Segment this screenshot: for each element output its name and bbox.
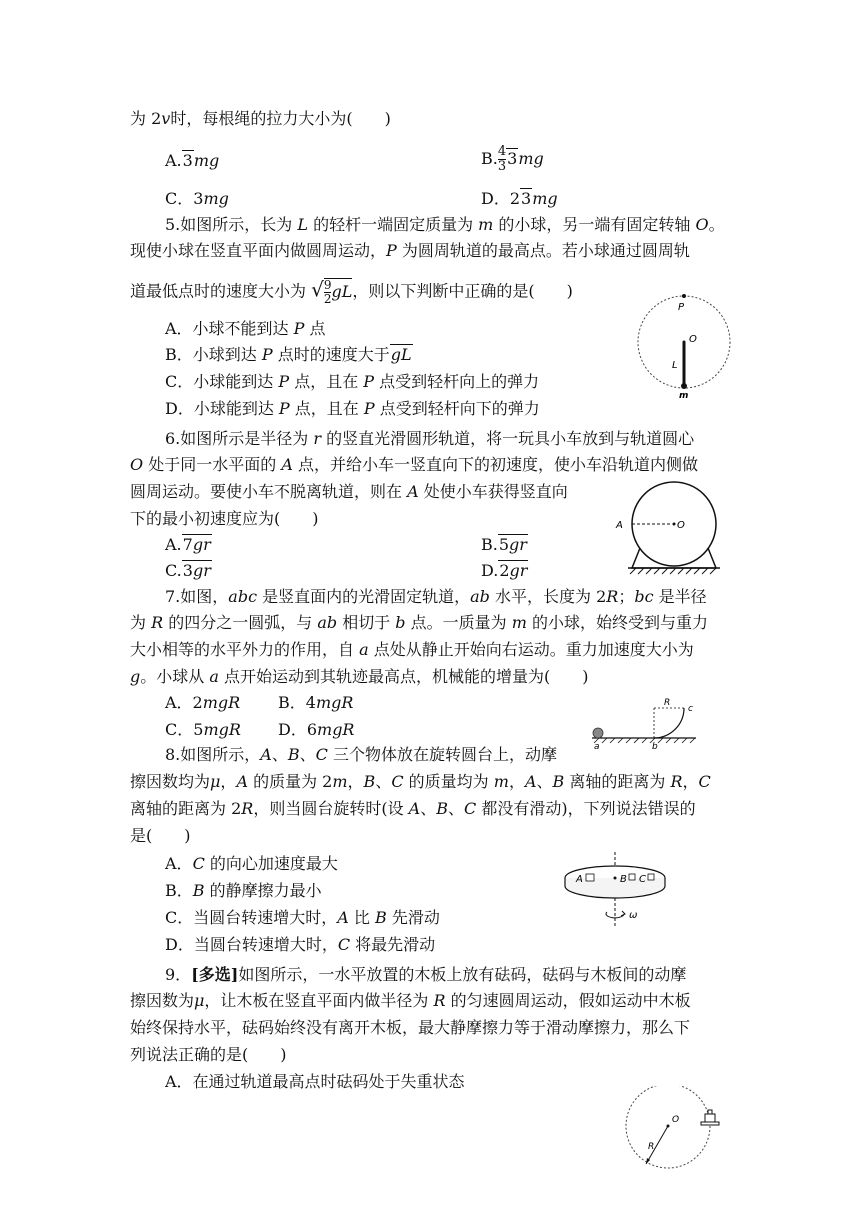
q6-line1: 6.如图所示是半径为 r 的竖直光滑圆形轨道，将一玩具小车放到与轨道圆心	[165, 429, 695, 448]
q8-option-b: B．B 的静摩擦力最小	[165, 881, 322, 900]
q4-option-a: A.3mg	[165, 151, 220, 170]
q5-figure	[634, 290, 734, 400]
q6-fig-label-a: A	[616, 520, 623, 531]
q7-fig-label-r: R	[664, 698, 671, 708]
q7-line2: 为 R 的四分之一圆弧，与 ab 相切于 b 点。一质量为 m 的小球，始终受到与重力	[130, 613, 708, 632]
q4-tail: 为 2v时，每根绳的拉力大小为( )	[130, 109, 391, 128]
q5-option-a: A．小球不能到达 P 点	[165, 319, 326, 338]
q5-option-d: D．小球能到达 P 点，且在 P 点受到轻杆向下的弹力	[165, 399, 540, 418]
q5-fig-label-m: m	[679, 391, 689, 400]
q6-option-b: B.5gr	[481, 535, 527, 554]
q8-fig-label-b: B	[620, 874, 627, 885]
q5-fig-label-p: P	[678, 302, 685, 313]
q6-line3: 圆周运动。要使小车不脱离轨道，则在 A 处使小车获得竖直向	[130, 482, 568, 501]
q7-option-b: B．4mgR	[278, 693, 354, 712]
q6-line2: O 处于同一水平面的 A 点，并给小车一竖直向下的初速度，使小车沿轨道内侧做	[130, 455, 698, 474]
q7-option-c: C．5mgR	[165, 720, 241, 739]
q9-line4: 列说法正确的是( )	[130, 1045, 287, 1064]
q9-option-a: A．在通过轨道最高点时砝码处于失重状态	[165, 1072, 465, 1091]
q5-option-c: C．小球能到达 P 点，且在 P 点受到轻杆向上的弹力	[165, 372, 540, 391]
q8-fig-label-a: A	[576, 874, 583, 885]
q4-option-d: D．23mg	[481, 189, 558, 208]
q7-fig-label-b: b	[652, 742, 658, 750]
q6-line4: 下的最小初速度应为( )	[130, 509, 319, 528]
q5-fig-label-o: O	[689, 334, 697, 345]
q9-line2: 擦因数为μ，让木板在竖直平面内做半径为 R 的匀速圆周运动，假如运动中木板	[130, 991, 691, 1010]
q8-figure	[560, 846, 676, 936]
q7-option-a: A．2mgR	[165, 693, 241, 712]
q9-line3: 始终保持水平，砝码始终没有离开木板，最大静摩擦力等于滑动摩擦力，那么下	[130, 1018, 691, 1037]
q5-line3: 道最低点时的速度大小为 √ $\frac{9}{2}$ gL，则以下判断中正确的是( )	[130, 277, 573, 306]
q5-line2: 现使小球在竖直平面内做圆周运动，P 为圆周轨道的最高点。若小球通过圆周轨	[130, 241, 690, 260]
q7-option-d: D．6mgR	[278, 720, 355, 739]
q8-option-d: D．当圆台转速增大时，C 将最先滑动	[165, 935, 436, 954]
q7-line4: g。小球从 a 点开始运动到其轨迹最高点，机械能的增量为( )	[130, 667, 589, 686]
q9-fig-label-o: O	[672, 1115, 680, 1125]
q8-line1: 8.如图所示，A、B、C 三个物体放在旋转圆台上，动摩	[165, 745, 557, 764]
q7-fig-label-a: a	[594, 742, 600, 750]
q6-option-c: C.3gr	[165, 561, 211, 580]
q5-line1: 5.如图所示，长为 L 的轻杆一端固定质量为 m 的小球，另一端有固定转轴 O。	[165, 215, 725, 234]
q7-fig-label-c: c	[688, 704, 693, 714]
q8-option-a: A．C 的向心加速度最大	[165, 854, 338, 873]
q8-fig-label-omega: ω	[629, 910, 638, 921]
q8-option-c: C．当圆台转速增大时，A 比 B 先滑动	[165, 908, 440, 927]
q9-fig-label-r: R	[648, 1142, 655, 1152]
q4-option-b: B. $\frac{4}{3}$ 3mg	[481, 144, 544, 174]
q6-fig-label-o: O	[677, 520, 685, 531]
q6-figure	[612, 478, 728, 580]
q7-line3: 大小相等的水平外力的作用，自 a 点处从静止开始向右运动。重力加速度大小为	[130, 640, 694, 659]
q8-line2: 擦因数均为μ，A 的质量为 2m，B、C 的质量均为 m，A、B 离轴的距离为 R，C	[130, 772, 711, 791]
q4-option-c: C．3mg	[165, 189, 229, 208]
q6-option-a: A.7gr	[165, 535, 211, 554]
q6-option-d: D.2gr	[481, 561, 528, 580]
q8-fig-label-c: C	[639, 874, 646, 885]
q9-line1: 9．[多选]如图所示，一水平放置的木板上放有砝码，砝码与木板间的动摩	[165, 965, 687, 984]
q7-figure	[586, 694, 702, 750]
q5-option-b: B．小球到达 P 点时的速度大于gL	[165, 345, 412, 364]
q8-line3: 离轴的距离为 2R，则当圆台旋转时(设 A、B、C 都没有滑动)，下列说法错误的	[130, 799, 696, 818]
q5-fig-label-l: L	[672, 360, 678, 371]
q8-line4: 是( )	[130, 826, 191, 845]
q9-figure	[616, 1086, 734, 1170]
q7-line1: 7.如图，abc 是竖直面内的光滑固定轨道，ab 水平，长度为 2R；bc 是半径	[165, 587, 707, 606]
